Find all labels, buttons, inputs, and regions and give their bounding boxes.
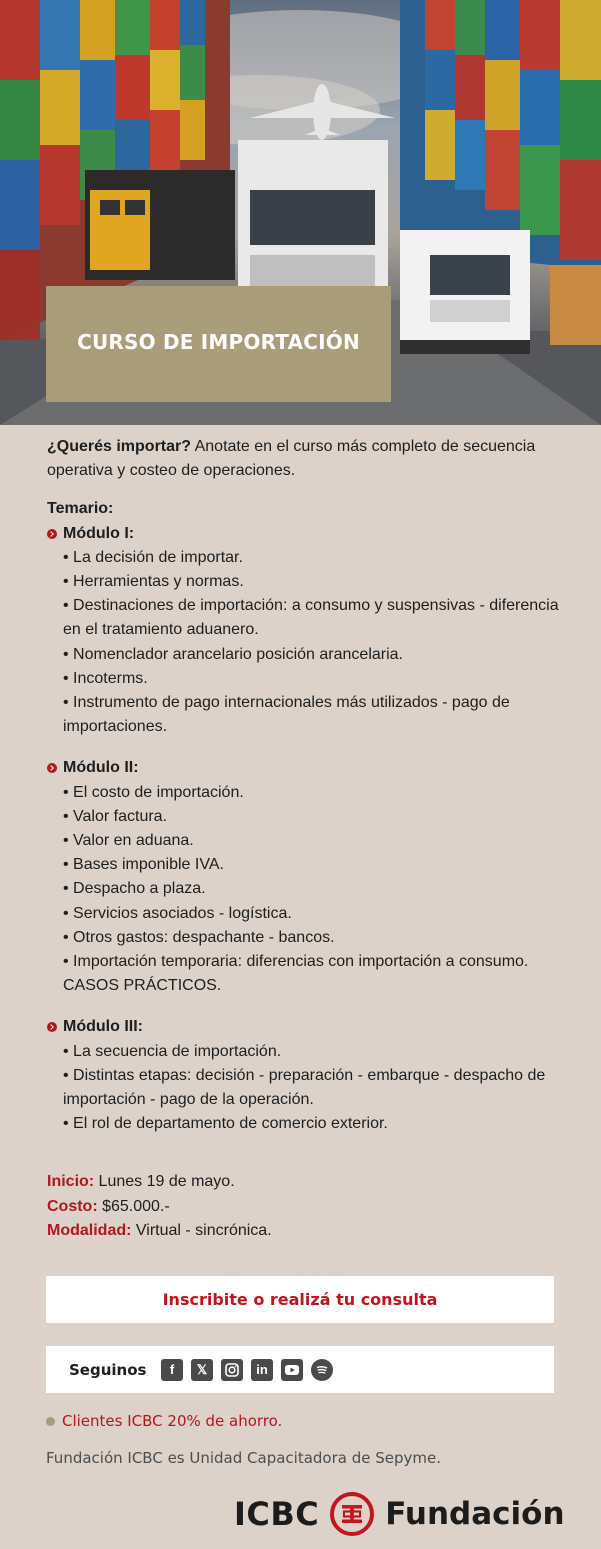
modalidad-line [47,1219,567,1243]
list-item: • Destinaciones de importación: a consumo y suspensivas - diferencia en el tratamiento aduanero. [63,597,559,639]
list-item: • Instrumento de pago internacionales más utilizados - pago de importaciones. [63,694,510,736]
list-item: • Importación temporaria: diferencias con importación a consumo. CASOS PRÁCTICOS. [63,953,529,995]
hero-banner [0,0,601,425]
temario-label: Temario: [47,500,114,518]
costo-value: $65.000.- [97,1197,170,1215]
x-icon[interactable]: 𝕏 [191,1359,213,1381]
promo-text: Clientes ICBC 20% de ahorro. [62,1412,283,1430]
list-item: • La decisión de importar. [63,548,243,566]
list-item: • Valor factura. [63,807,168,825]
list-item: • Valor en aduana. [63,832,194,850]
module-2 [47,756,567,998]
hero-title: CURSO DE IMPORTACIÓN [77,330,360,354]
list-item: • Incoterms. [63,669,148,687]
list-item: • Despacho a plaza. [63,880,206,898]
youtube-icon[interactable] [281,1359,303,1381]
inicio-label: Inicio: [47,1173,95,1191]
icbc-fundacion-logo [234,1488,565,1540]
module-items [47,781,567,999]
module-1 [47,522,567,740]
list-item: • Nomenclador arancelario posición arancelaria. [63,645,403,663]
promo-line [46,1412,282,1430]
costo-line [47,1195,567,1219]
instagram-icon[interactable] [221,1359,243,1381]
module-title: Módulo I: [63,524,135,542]
footnote: Fundación ICBC es Unidad Capacitadora de Sepyme. [46,1449,442,1467]
chevron-circle-icon [47,1022,57,1032]
list-item: • Otros gastos: despachante - bancos. [63,928,335,946]
list-item: • La secuencia de importación. [63,1042,282,1060]
inicio-line [47,1170,567,1194]
signup-button[interactable]: Inscribite o realizá tu consulta [46,1276,554,1323]
facebook-icon[interactable]: f [161,1359,183,1381]
module-title: Módulo II: [63,759,139,777]
hero-title-box [46,286,391,402]
icbc-emblem-icon [329,1491,375,1537]
intro-paragraph [47,435,567,483]
list-item: • El rol de departamento de comercio exterior. [63,1115,388,1133]
module-items [47,546,567,740]
intro-bold: ¿Querés importar? [47,438,192,455]
list-item: • El costo de importación. [63,783,244,801]
course-content [47,435,567,1243]
social-bar [46,1346,554,1393]
list-item: • Distintas etapas: decisión - preparación - embarque - despacho de importación - pago de la operación. [63,1066,546,1109]
chevron-circle-icon [46,1417,55,1426]
list-item: • Servicios asociados - logística. [63,904,292,922]
module-3 [47,1015,567,1136]
list-item: • Bases imponible IVA. [63,856,224,874]
intro-text: Anotate en el curso más completo de secuencia operativa y costeo de operaciones. [47,438,536,480]
spotify-icon[interactable] [311,1359,333,1381]
logo-fundacion-text: Fundación [385,1496,565,1532]
inicio-value: Lunes 19 de mayo. [94,1173,235,1191]
chevron-circle-icon [47,529,57,539]
modalidad-value: Virtual - sincrónica. [131,1221,272,1239]
modalidad-label: Modalidad: [47,1221,132,1239]
linkedin-icon[interactable]: in [251,1359,273,1381]
social-label: Seguinos [69,1360,147,1379]
chevron-circle-icon [47,763,57,773]
costo-label: Costo: [47,1197,98,1215]
list-item: • Herramientas y normas. [63,573,244,591]
logo-icbc-text: ICBC [234,1495,320,1533]
module-title: Módulo III: [63,1018,143,1036]
module-items [47,1040,567,1137]
course-info [47,1170,567,1243]
